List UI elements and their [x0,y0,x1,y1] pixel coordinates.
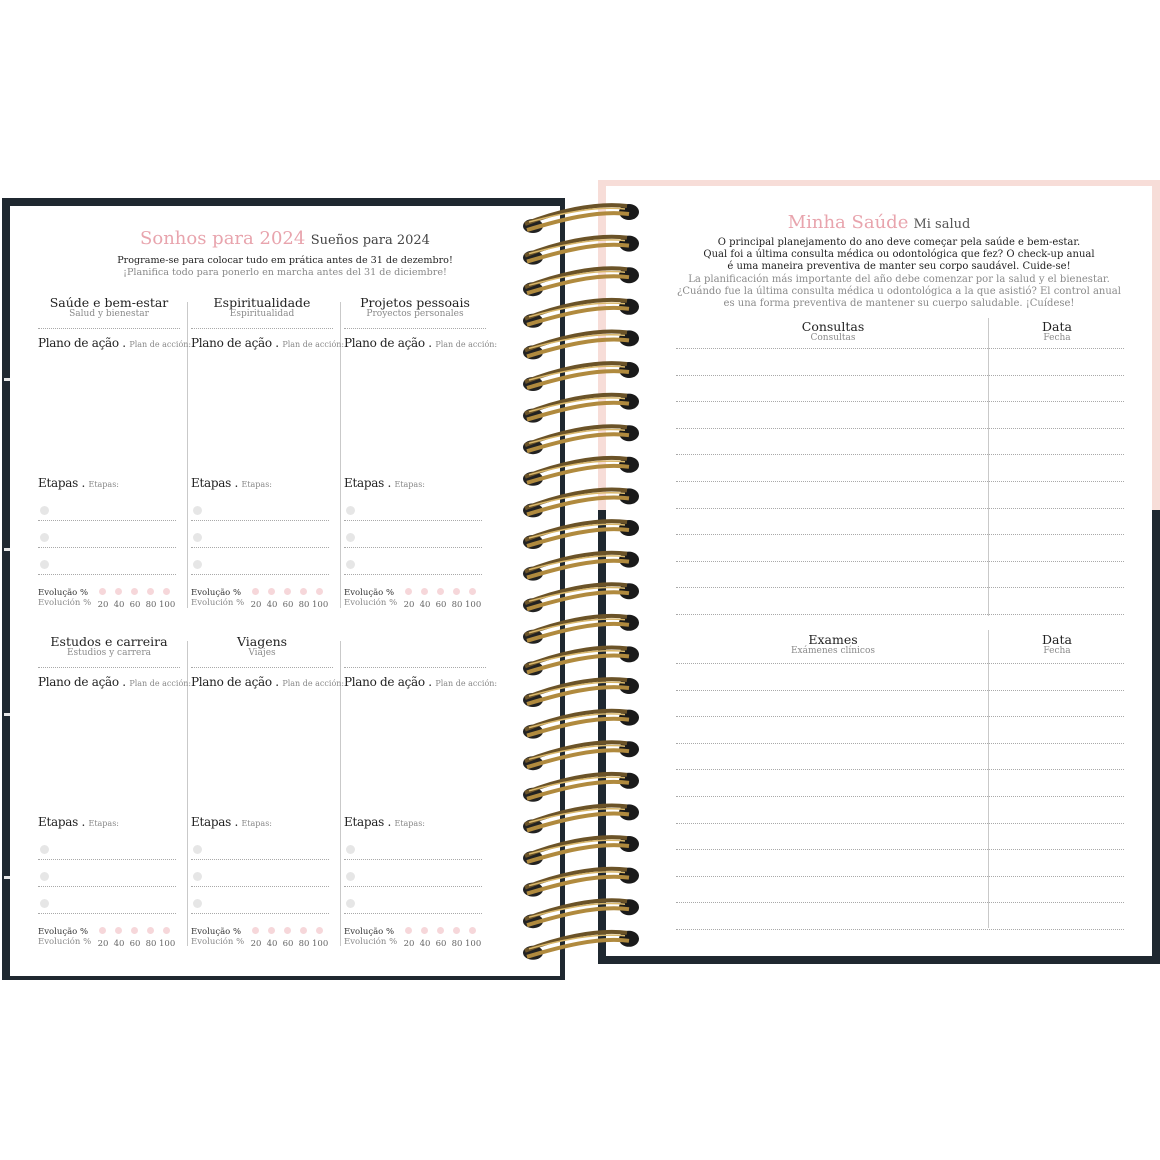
checkbox-circle [346,845,355,854]
evolution-label-pt: Evolução % [344,588,395,598]
steps-label-es: Etapas: [394,819,425,828]
evolution-label-es: Evolución % [38,937,92,947]
steps-label-pt: Etapas [191,815,231,829]
checkbox-circle [346,506,355,515]
plan-label-pt: Plano de ação [38,675,119,689]
exames-header-pt: Exames [808,632,858,647]
progress-value: 80 [145,939,157,949]
step-line [344,913,482,914]
steps-label: Etapas . Etapas: [344,815,425,829]
steps-label-pt: Etapas [344,815,384,829]
step-line [191,913,329,914]
health-title [606,212,1152,233]
intro-pt-line: O principal planejamento do ano deve começar pela saúde e bem-estar. [717,237,1081,248]
progress-dot [147,927,154,934]
progress-dot [252,927,259,934]
step-line [344,886,482,887]
step-line [191,574,329,575]
checkbox-circle [40,533,49,542]
progress-dot [131,927,138,934]
exames-header-es: Exámenes clínicos [790,646,876,656]
plan-label-es: Plan de acción: [129,340,192,349]
page-title [10,228,560,249]
table-row-line [676,348,1124,349]
progress-dot [469,588,476,595]
progress-scale [401,939,481,949]
progress-dot [421,927,428,934]
progress-scale [248,600,328,610]
progress-value: 20 [403,600,415,610]
progress-value: 20 [250,600,262,610]
table-row-line [676,375,1124,376]
exames-header [676,633,990,656]
plan-label-es: Plan de acción: [435,340,498,349]
intro-es-line: es una forma preventiva de mantener su cuerpo saludable. ¡Cuídese! [723,298,1075,309]
progress-scale [248,939,328,949]
step-line [38,913,176,914]
steps-label-pt: Etapas [38,476,78,490]
evolution-label-es: Evolución % [191,598,245,608]
table-row-line [676,902,1124,903]
progress-dot [405,588,412,595]
progress-dot [300,588,307,595]
progress-dot [115,927,122,934]
table-row-line [676,823,1124,824]
checkbox-circle [193,872,202,881]
steps-label-es: Etapas: [241,819,272,828]
consultas-header [676,320,990,343]
step-line [344,520,482,521]
plan-label-es: Plan de acción: [435,679,498,688]
table-row-line [676,743,1124,744]
progress-value: 60 [129,939,141,949]
progress-value: 60 [435,600,447,610]
progress-value: 100 [312,600,329,610]
progress-value: 20 [250,939,262,949]
progress-value: 100 [465,939,482,949]
category-title-es: Viajes [248,648,276,658]
progress-value: 60 [435,939,447,949]
category-title-es: Salud y bienestar [69,309,149,319]
table-row-line [676,769,1124,770]
right-page [606,186,1152,956]
left-page [10,206,560,976]
evolution-label [191,588,244,608]
title-es: Sueños para 2024 [310,233,430,248]
step-line [344,547,482,548]
progress-value: 80 [451,939,463,949]
steps-label: Etapas . Etapas: [191,476,272,490]
plan-label-es: Plan de acción: [282,340,345,349]
plan-label: Plano de ação . Plan de acción: [191,675,345,689]
progress-dot [469,927,476,934]
progress-value: 60 [282,600,294,610]
evolution-label-es: Evolución % [344,937,398,947]
table-row-line [676,508,1124,509]
step-line [344,574,482,575]
progress-value: 100 [159,600,176,610]
plan-label-pt: Plano de ação [344,675,425,689]
progress-dot [252,588,259,595]
exames-date-header [990,633,1124,656]
step-line [191,520,329,521]
progress-value: 40 [113,939,125,949]
category-header [38,296,180,319]
progress-dot [453,588,460,595]
steps-label: Etapas . Etapas: [38,815,119,829]
progress-dot [316,927,323,934]
progress-dot [99,927,106,934]
category-title-pt: Estudos e carreira [50,634,168,649]
table-row-line [676,876,1124,877]
steps-label: Etapas . Etapas: [191,815,272,829]
progress-value: 100 [312,939,329,949]
progress-dot [147,588,154,595]
checkbox-circle [193,845,202,854]
table-row-line [676,534,1124,535]
date-header-pt: Data [1042,319,1072,334]
category-title-pt: Projetos pessoais [360,295,470,310]
table-row-line [676,401,1124,402]
checkbox-circle [40,506,49,515]
plan-label: Plano de ação . Plan de acción: [344,336,498,350]
header-rule [191,328,333,329]
steps-label: Etapas . Etapas: [344,476,425,490]
intro-pt-line: é uma maneira preventiva de manter seu corpo saudável. Cuide-se! [727,261,1071,272]
progress-value: 40 [113,600,125,610]
progress-dot [421,588,428,595]
step-line [344,859,482,860]
date-header-es: Fecha [1043,646,1071,656]
progress-dot [131,588,138,595]
category-title-es: Proyectos personales [366,309,464,319]
title-pt: Sonhos para 2024 [140,228,306,249]
progress-value: 20 [97,600,109,610]
progress-dot [284,588,291,595]
evolution-label [38,927,91,947]
table-divider [988,318,989,616]
step-line [191,547,329,548]
table-row-line [676,454,1124,455]
evolution-label-es: Evolución % [344,598,398,608]
checkbox-circle [193,899,202,908]
progress-value: 80 [451,600,463,610]
step-line [38,547,176,548]
checkbox-circle [346,872,355,881]
progress-value: 100 [465,600,482,610]
progress-value: 60 [282,939,294,949]
consultas-header-pt: Consultas [801,319,865,334]
date-header-pt: Data [1042,632,1072,647]
progress-dot [268,927,275,934]
progress-value: 40 [419,939,431,949]
evolution-label-pt: Evolução % [38,588,89,598]
category-title-es: Estudios y carrera [66,648,152,658]
header-rule [191,667,333,668]
table-row-line [676,663,1124,664]
step-line [38,520,176,521]
steps-label-pt: Etapas [344,476,384,490]
progress-value: 20 [403,939,415,949]
progress-dot [437,927,444,934]
header-rule [38,667,180,668]
progress-dot [405,927,412,934]
progress-value: 20 [97,939,109,949]
progress-dot [268,588,275,595]
progress-scale [95,600,175,610]
steps-label-pt: Etapas [38,815,78,829]
progress-dot [99,588,106,595]
step-line [191,859,329,860]
intro-pt-line: Qual foi a última consulta médica ou odontológica que fez? O check-up anual [703,249,1095,260]
consultas-date-header [990,320,1124,343]
table-row-line [676,849,1124,850]
step-line [38,886,176,887]
header-rule [344,328,486,329]
category-title-pt: Espiritualidade [213,295,311,310]
table-row-line [676,587,1124,588]
progress-value: 40 [419,600,431,610]
progress-dot [115,588,122,595]
steps-label-es: Etapas: [88,480,119,489]
evolution-label [344,927,397,947]
checkbox-circle [40,899,49,908]
evolution-label-es: Evolución % [191,937,245,947]
progress-scale [95,939,175,949]
evolution-label-pt: Evolução % [38,927,89,937]
table-row-line [676,690,1124,691]
progress-dot [300,927,307,934]
evolution-label [38,588,91,608]
evolution-label [344,588,397,608]
progress-scale [401,600,481,610]
checkbox-circle [40,845,49,854]
category-title-es: Espiritualidad [229,309,295,319]
steps-label-es: Etapas: [394,480,425,489]
consultas-header-es: Consultas [810,333,856,343]
health-title-pt: Minha Saúde [787,212,909,233]
progress-value: 40 [266,939,278,949]
progress-dot [316,588,323,595]
evolution-label-pt: Evolução % [191,927,242,937]
plan-label-pt: Plano de ação [191,336,272,350]
category-header [191,296,333,319]
evolution-label-pt: Evolução % [191,588,242,598]
progress-dot [284,927,291,934]
progress-dot [453,927,460,934]
header-rule [344,667,486,668]
category-header [344,296,486,319]
progress-value: 40 [266,600,278,610]
step-line [38,859,176,860]
intro-es-line: La planificación más importante del año debe comenzar por la salud y el bienestar. [688,274,1110,285]
step-line [191,886,329,887]
evolution-label [191,927,244,947]
plan-label: Plano de ação . Plan de acción: [38,675,192,689]
table-row-line [676,929,1124,930]
progress-value: 80 [145,600,157,610]
checkbox-circle [346,533,355,542]
plan-label-pt: Plano de ação [38,336,119,350]
checkbox-circle [346,899,355,908]
steps-label: Etapas . Etapas: [38,476,119,490]
table-row-line [676,481,1124,482]
date-header-es: Fecha [1043,333,1071,343]
table-divider [988,630,989,928]
health-title-es: Mi salud [913,217,971,232]
progress-dot [437,588,444,595]
checkbox-circle [193,506,202,515]
step-line [38,574,176,575]
plan-label-es: Plan de acción: [129,679,192,688]
table-row-line [676,614,1124,615]
plan-label-es: Plan de acción: [282,679,345,688]
plan-label: Plano de ação . Plan de acción: [191,336,345,350]
subtitle-es: ¡Planifica todo para ponerlo en marcha antes del 31 de diciembre! [123,267,447,278]
plan-label: Plano de ação . Plan de acción: [38,336,192,350]
table-row-line [676,561,1124,562]
steps-label-es: Etapas: [88,819,119,828]
progress-value: 60 [129,600,141,610]
progress-value: 80 [298,939,310,949]
category-header [38,635,180,658]
plan-label-pt: Plano de ação [191,675,272,689]
intro-es-line: ¿Cuándo fue la última consulta médica u odontológica a la que asistió? El control anual [677,286,1121,297]
category-header [191,635,333,658]
checkbox-circle [346,560,355,569]
checkbox-circle [40,872,49,881]
checkbox-circle [193,560,202,569]
progress-dot [163,588,170,595]
table-row-line [676,796,1124,797]
progress-value: 100 [159,939,176,949]
steps-label-es: Etapas: [241,480,272,489]
steps-label-pt: Etapas [191,476,231,490]
progress-value: 80 [298,600,310,610]
category-title-pt: Saúde e bem-estar [49,295,169,310]
subtitle-pt: Programe-se para colocar tudo em prática antes de 31 de dezembro! [117,255,453,266]
checkbox-circle [193,533,202,542]
table-row-line [676,428,1124,429]
table-row-line [676,716,1124,717]
plan-label: Plano de ação . Plan de acción: [344,675,498,689]
header-rule [38,328,180,329]
progress-dot [163,927,170,934]
category-title-pt: Viagens [236,634,288,649]
evolution-label-es: Evolución % [38,598,92,608]
evolution-label-pt: Evolução % [344,927,395,937]
checkbox-circle [40,560,49,569]
plan-label-pt: Plano de ação [344,336,425,350]
spiral-binding [515,188,655,968]
